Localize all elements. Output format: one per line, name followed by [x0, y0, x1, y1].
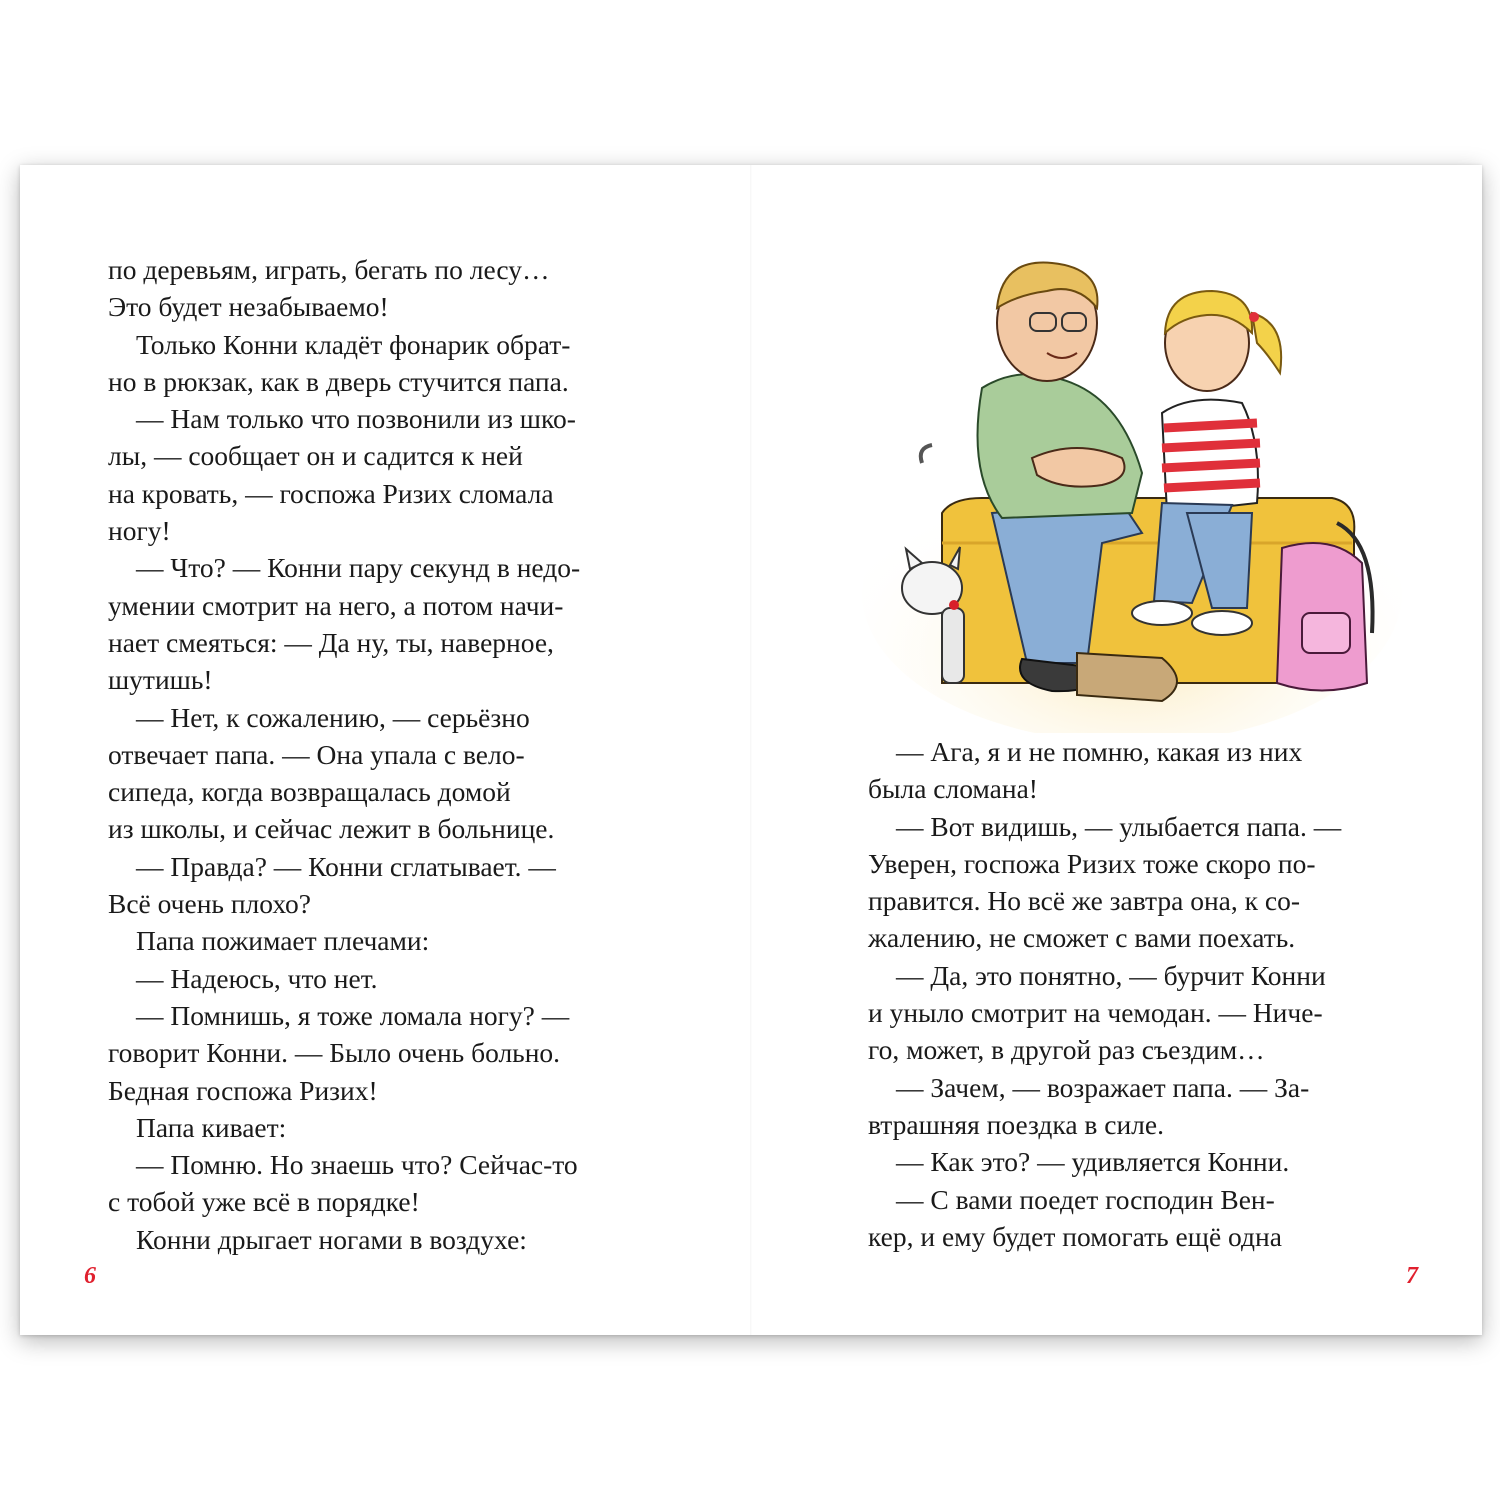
text-line: отвечает папа. — Она упала с вело- [108, 738, 525, 770]
text-line: с тобой уже всё в порядке! [108, 1186, 420, 1218]
text-line: — Вот видишь, — улыбается папа. — [896, 810, 1342, 842]
text-line: Это будет незабываемо! [108, 291, 389, 323]
text-line: из школы, и сейчас лежит в больнице. [108, 813, 555, 845]
text-line: Бедная госпожа Ризих! [108, 1074, 378, 1106]
right-page-text [868, 733, 1398, 1255]
text-line: — Как это? — удивляется Конни. [896, 1146, 1290, 1178]
text-line: — Зачем, — возражает папа. — За- [896, 1071, 1310, 1103]
text-line: лы, — сообщает он и садится к ней [108, 440, 523, 472]
page-number-right: 7 [1406, 1263, 1418, 1289]
left-page-text [108, 251, 638, 1258]
text-line: но в рюкзак, как в дверь стучится папа. [108, 365, 569, 397]
text-line: Конни дрыгает ногами в воздухе: [136, 1223, 527, 1255]
text-line: умении смотрит на него, а потом начи- [108, 589, 564, 621]
text-line: ногу! [108, 515, 171, 547]
text-line: говорит Конни. — Было очень больно. [108, 1037, 561, 1069]
text-line: сипеда, когда возвращалась домой [108, 776, 511, 808]
text-line: жалению, не сможет с вами поехать. [868, 922, 1296, 954]
book-gutter [750, 165, 752, 1335]
text-line: и уныло смотрит на чемодан. — Ниче- [868, 997, 1323, 1029]
text-line: — Нет, к сожалению, — серьёзно [136, 701, 530, 733]
text-line: — Помню. Но знаешь что? Сейчас-то [136, 1149, 578, 1181]
text-line: — Что? — Конни пару секунд в недо- [136, 552, 581, 584]
text-line: Папа пожимает плечами: [136, 925, 430, 957]
text-line: — Нам только что позвонили из шко- [136, 403, 576, 435]
illustration-father-and-daughter [862, 213, 1402, 733]
text-line: го, может, в другой раз съездим… [868, 1034, 1265, 1066]
text-line: — Да, это понятно, — бурчит Конни [896, 959, 1326, 991]
text-line: — Ага, я и не помню, какая из них [896, 736, 1303, 767]
text-line: была сломана! [868, 773, 1038, 805]
text-line: правится. Но всё же завтра она, к со- [868, 885, 1300, 917]
text-line: нает смеяться: — Да ну, ты, наверное, [108, 626, 554, 658]
book-spread [20, 165, 1482, 1335]
text-line: Уверен, госпожа Ризих тоже скоро по- [868, 847, 1316, 879]
text-line: шутишь! [108, 664, 213, 696]
text-line: на кровать, — госпожа Ризих сломала [108, 477, 554, 509]
text-line: — Правда? — Конни сглатывает. — [136, 850, 556, 882]
text-line: Только Конни кладёт фонарик обрат- [136, 328, 571, 360]
text-line: по деревьям, играть, бегать по лесу… [108, 254, 550, 285]
page-number-left: 6 [84, 1263, 96, 1289]
text-line: Всё очень плохо? [108, 888, 312, 920]
text-line: Папа кивает: [136, 1111, 287, 1143]
text-line: — Надеюсь, что нет. [136, 962, 378, 994]
text-line: кер, и ему будет помогать ещё одна [868, 1220, 1282, 1252]
text-line: — Помнишь, я тоже ломала ногу? — [136, 999, 570, 1031]
text-line: втрашняя поездка в силе. [868, 1108, 1164, 1140]
text-line: — С вами поедет господин Вен- [896, 1183, 1275, 1215]
